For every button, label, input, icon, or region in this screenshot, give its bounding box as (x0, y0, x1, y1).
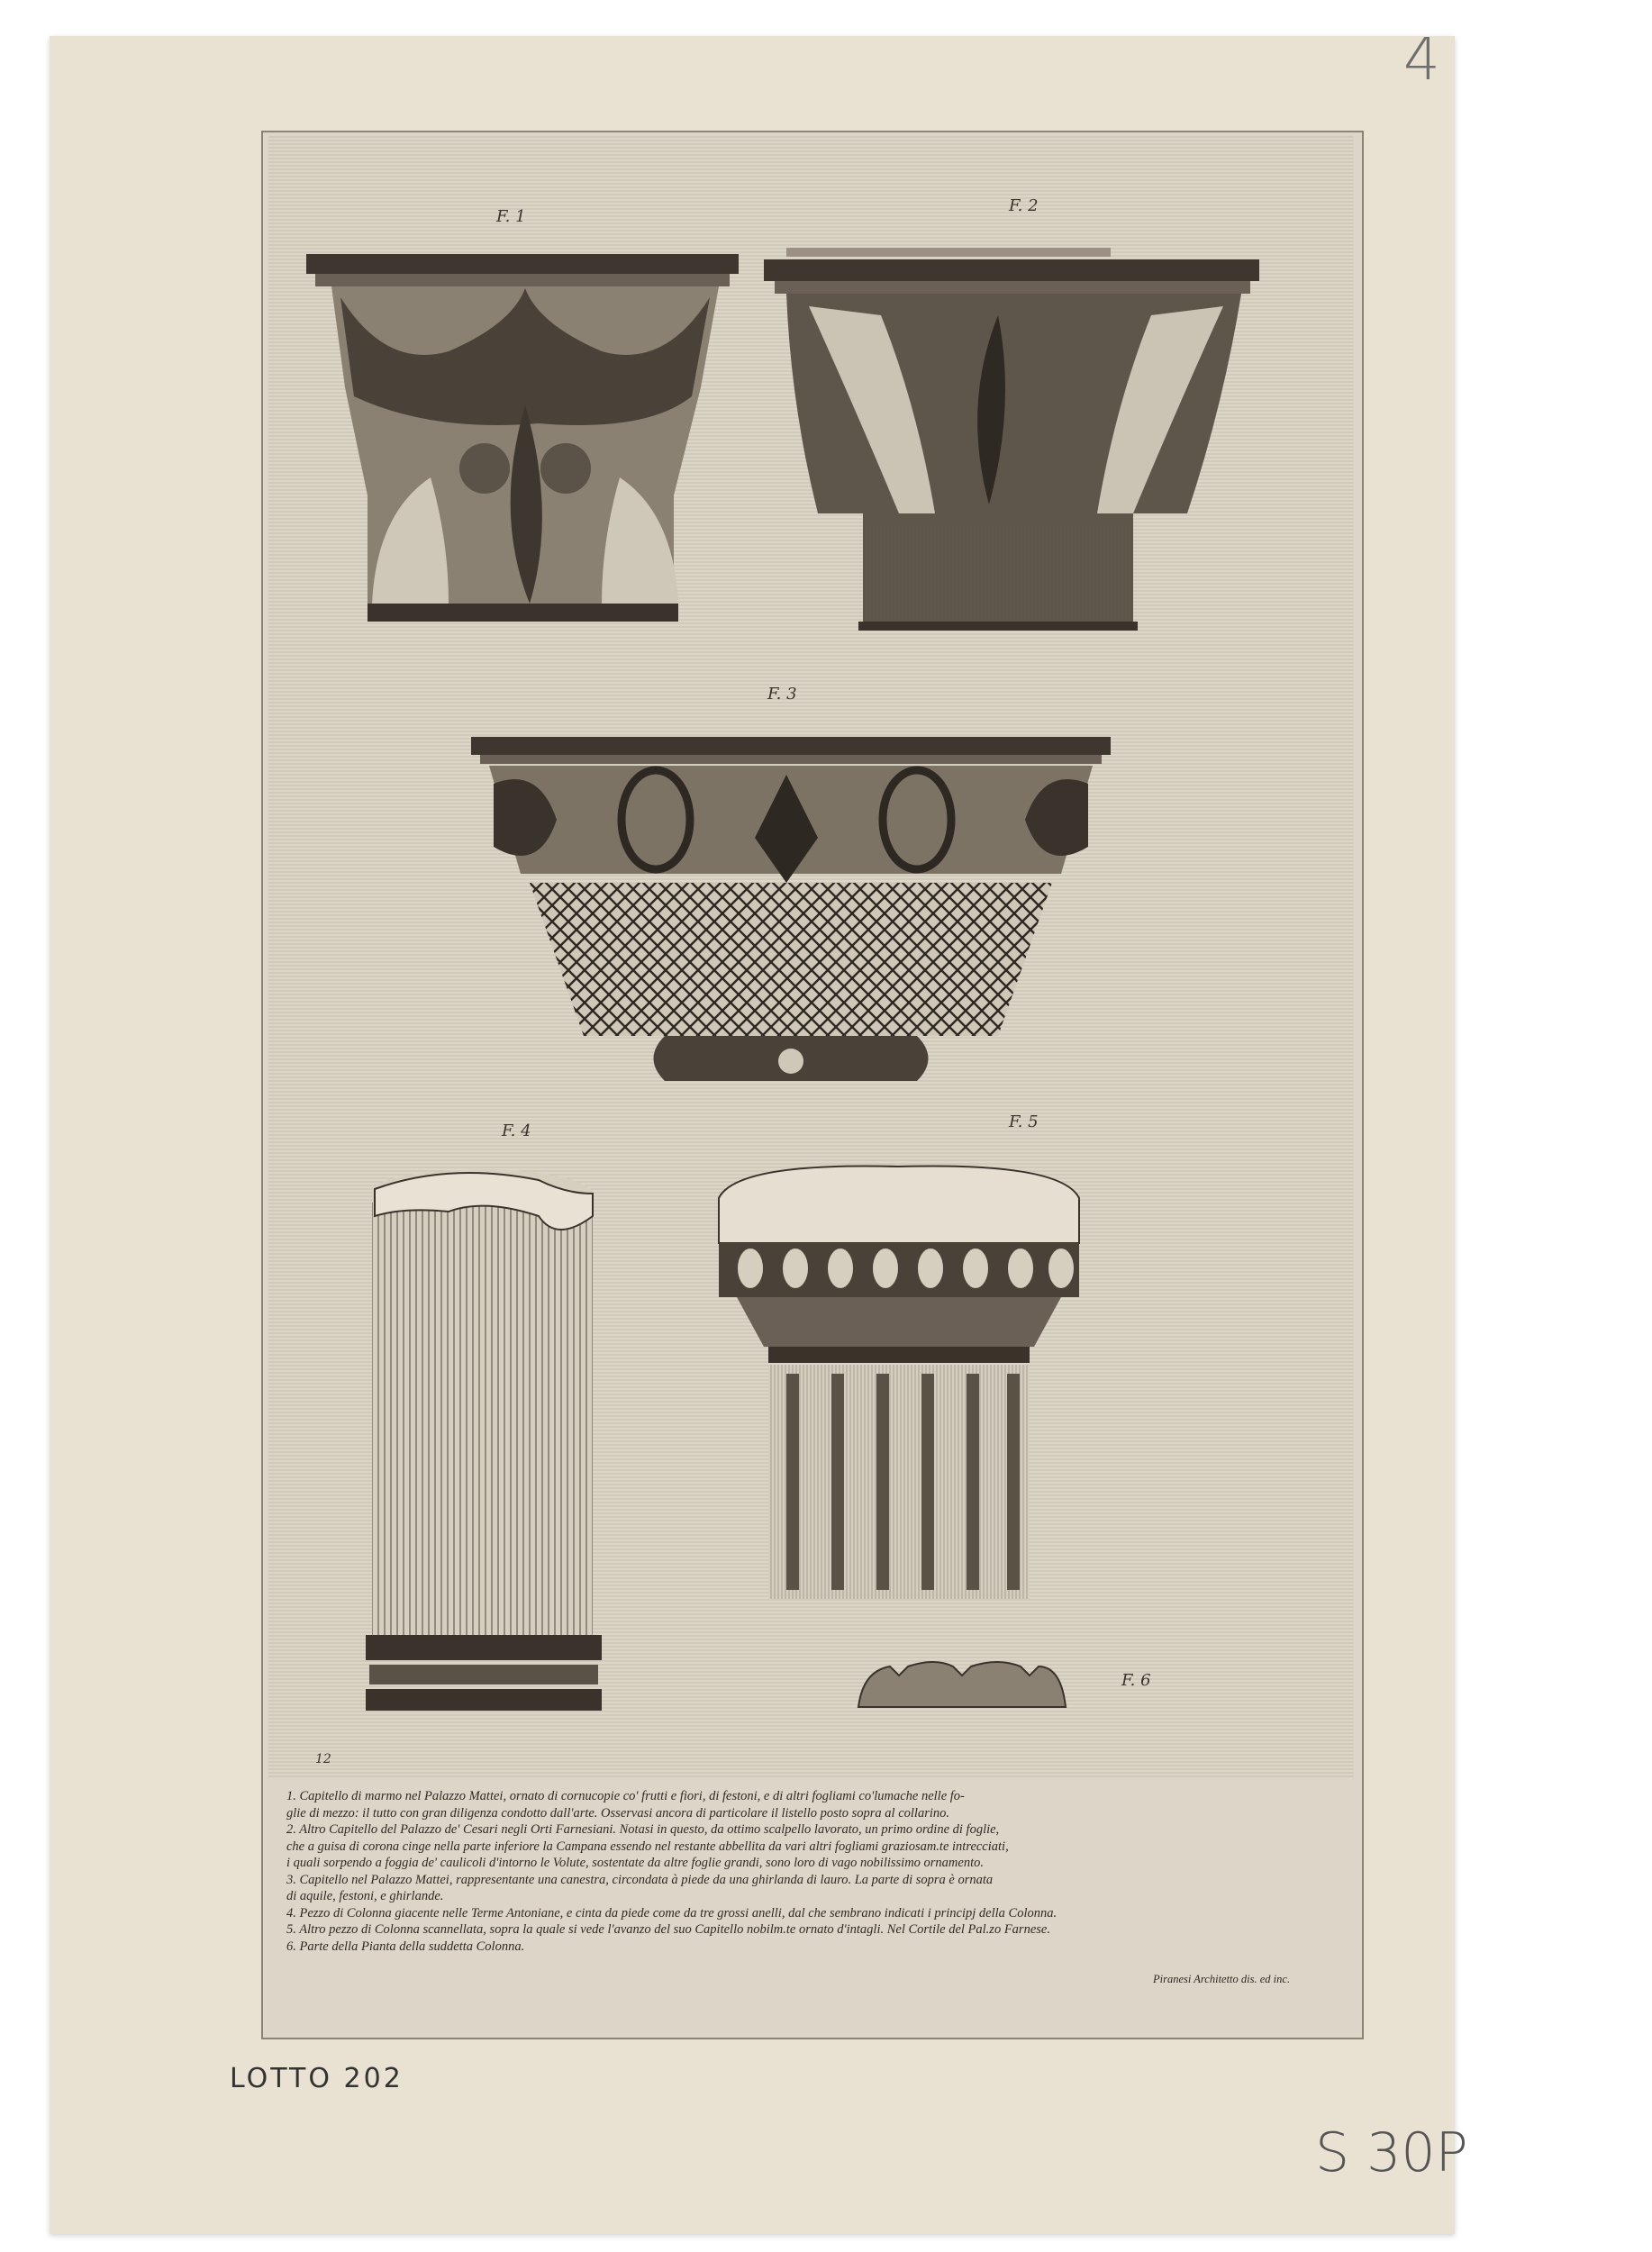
figure-label-f3: F. 3 (767, 685, 797, 704)
engraving-image (268, 135, 1354, 1779)
column-f5-drawing (719, 1166, 1079, 1599)
figure-label-f6: F. 6 (1121, 1671, 1151, 1690)
figure-label-f5: F. 5 (1009, 1112, 1039, 1131)
caption-line: 6. Parte della Pianta della suddetta Colonna. (286, 1939, 525, 1954)
figure-label-f2: F. 2 (1009, 196, 1039, 215)
price-annotation: S 30P (1315, 2121, 1468, 2184)
caption-line: 3. Capitello nel Palazzo Mattei, rappresentante una canestra, circondata à piede da una ghirlanda di lauro. La parte di sopra è ornata (286, 1872, 994, 1887)
plate-mark: 12 (315, 1752, 331, 1766)
caption-block (286, 1788, 1349, 1955)
figure-label-f4: F. 4 (502, 1121, 531, 1140)
caption-line: 1. Capitello di marmo nel Palazzo Mattei, ornato di cornucopie co' frutti e fiori, di festoni, e di altri fogliami co'lumache nelle fo- (286, 1789, 965, 1803)
figure-label-f1: F. 1 (496, 207, 526, 226)
artist-signature: Piranesi Architetto dis. ed inc. (1153, 1973, 1291, 1985)
caption-line: che a guisa di corona cinge nella parte inferiore la Campana essendo nel restante abbellita da vari altri fogliami graziosam.te intrecciati, (286, 1839, 1009, 1854)
caption-line: glie di mezzo: il tutto con gran diligenza condotto dall'arte. Osservasi ancora di particolare il listello posto sopra al collarino. (286, 1805, 949, 1821)
lot-annotation: LOTTO 202 (230, 2063, 404, 2094)
column-f4-drawing (366, 1169, 602, 1711)
page-number-annotation: 4 (1403, 27, 1440, 94)
caption-line: di aquile, festoni, e ghirlande. (286, 1889, 444, 1903)
caption-line: i quali sorpendo a foggia de' caulicoli d'intorno le Volute, sostentate da altre foglie grandi, sono loro di vago nobilissimo ornamento. (286, 1856, 984, 1870)
capital-f1-drawing (306, 254, 739, 622)
caption-line: 4. Pezzo di Colonna giacente nelle Terme Antoniane, e cinta da piede come da tre grossi anelli, dal che sembrano indicati i principj della Colonna. (286, 1905, 1057, 1921)
caption-line: 2. Altro Capitello del Palazzo de' Cesari negli Orti Farnesiani. Notasi in questo, da ottimo scalpello lavorato, un primo ordine di foglie, (286, 1822, 1000, 1837)
caption-line: 5. Altro pezzo di Colonna scannellata, sopra la quale si vede l'avanzo del suo Capitello nobilm.te ornato d'intagli. Nel Cortile del Pal.zo Farnese. (286, 1922, 1050, 1937)
